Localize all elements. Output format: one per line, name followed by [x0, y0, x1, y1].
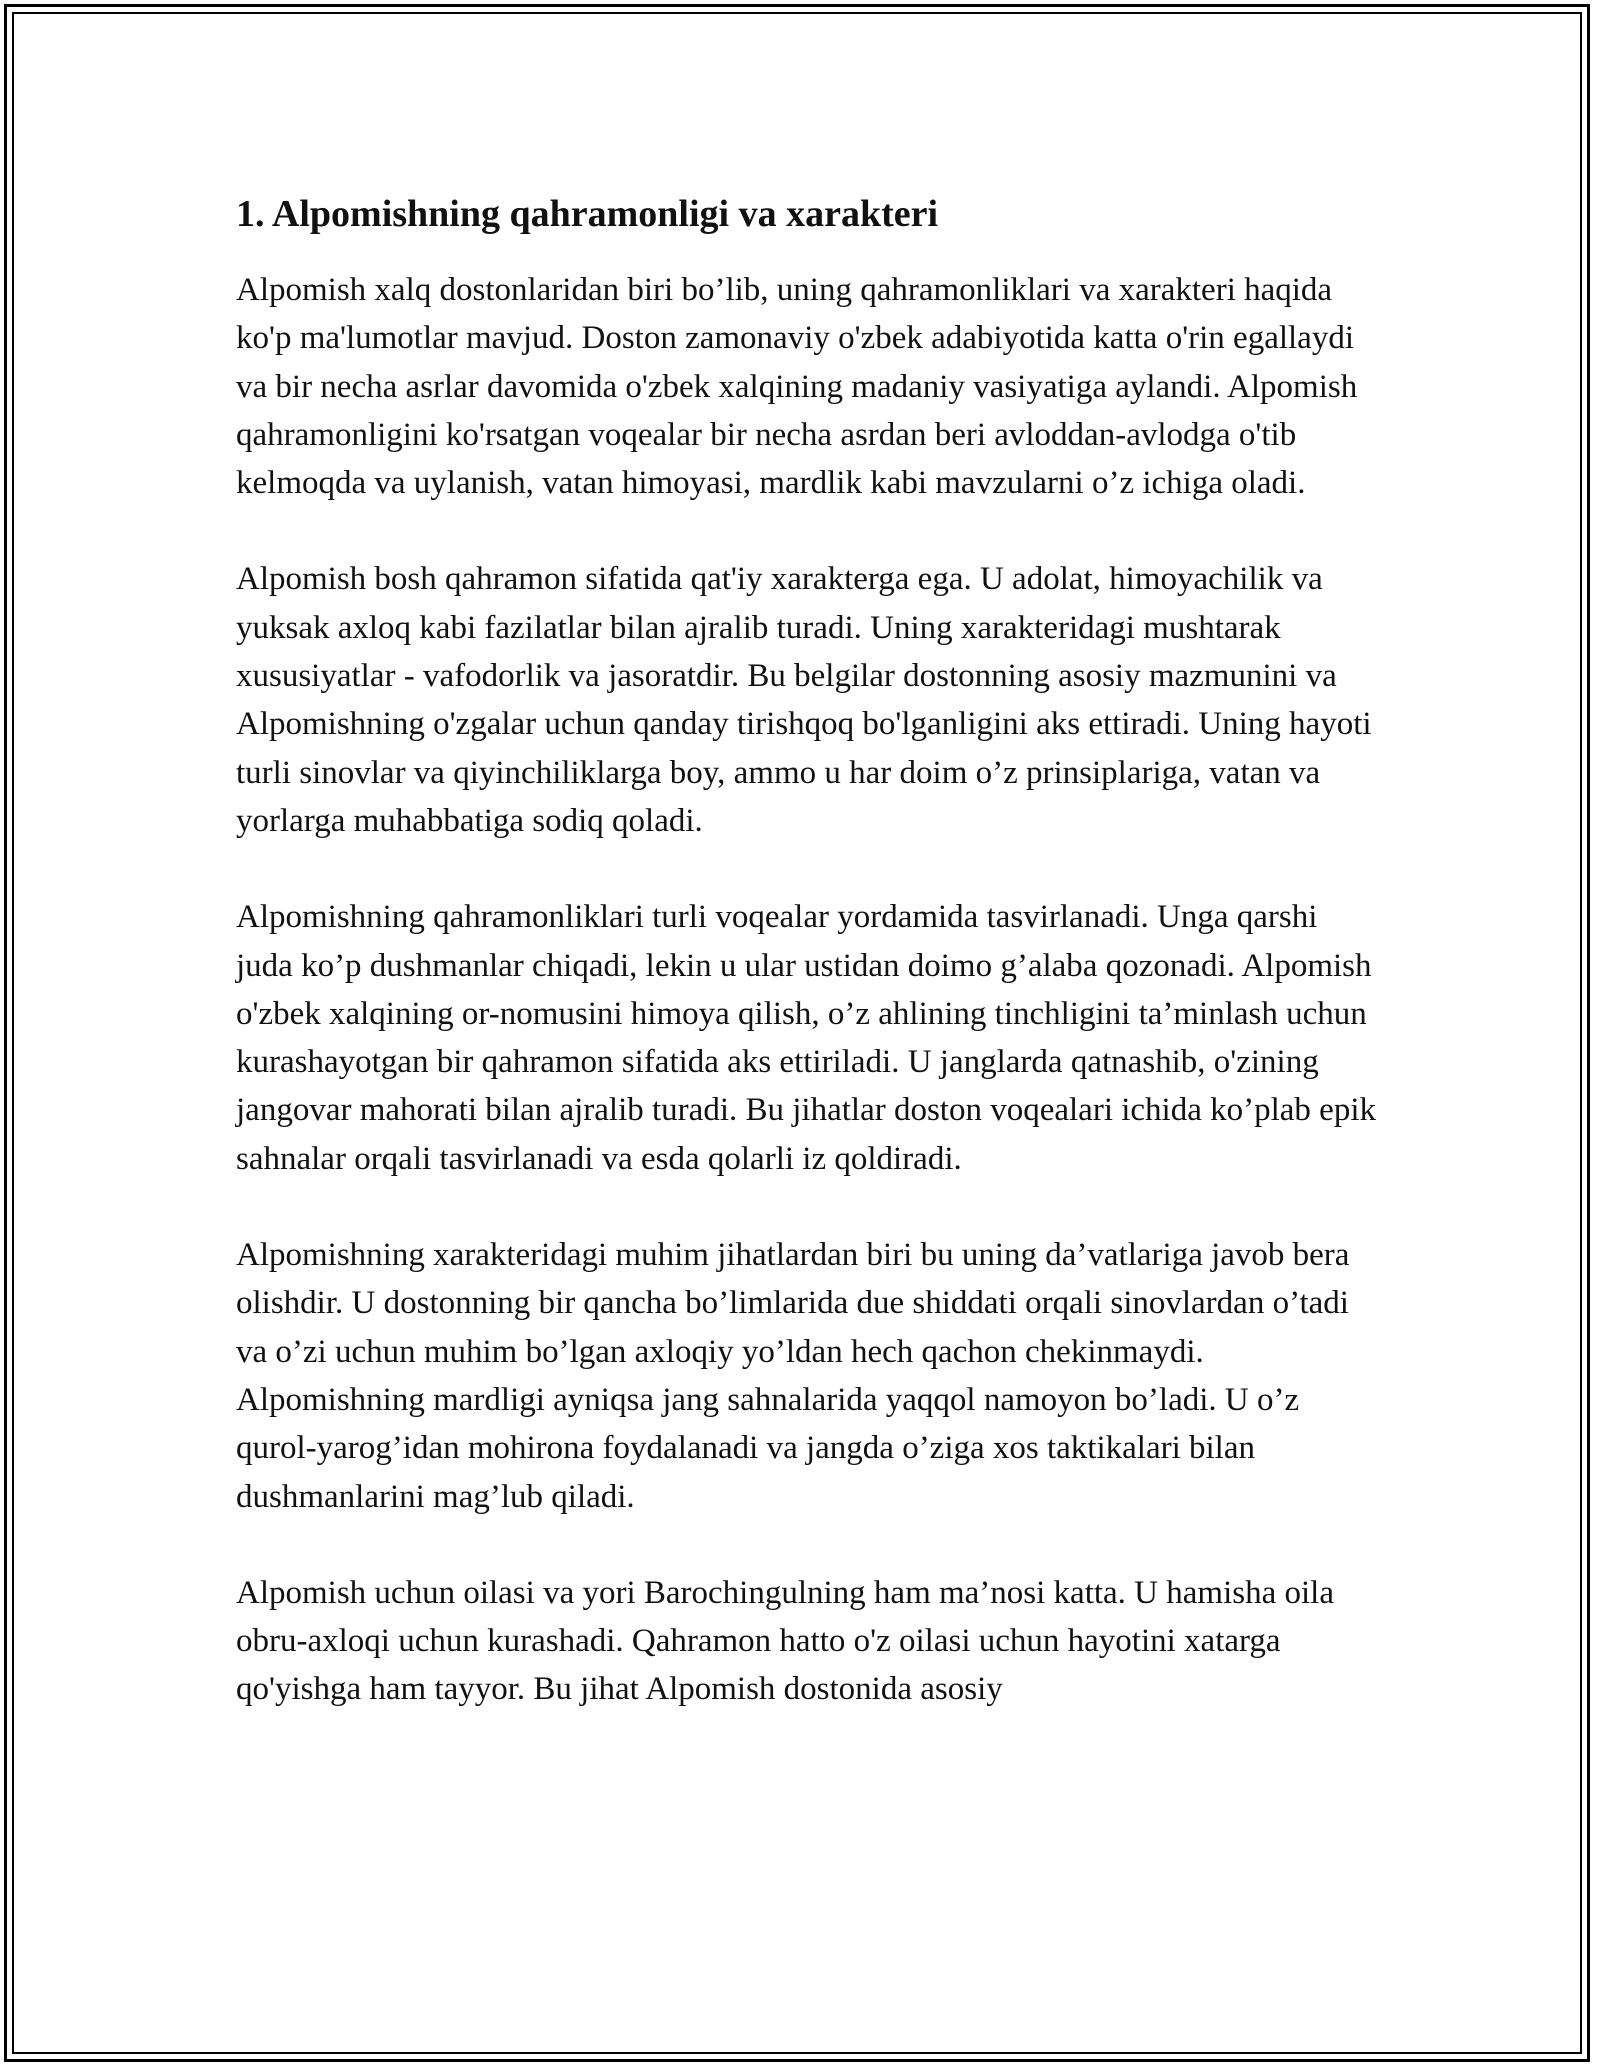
- paragraph-3: Alpomishning qahramonliklari turli voqealar yordamida tasvirlanadi. Unga qarshi juda ko’p dushmanlar chiqadi, lekin u ular ustidan doimo g’alaba qozonadi. Alpomish o'zbek xalqining or-nomusini himoya qilish, o’z ahlining tinchligini ta’minlash uchun kurashayotgan bir qahramon sifatida aks ettiriladi. U janglarda qatnashib, o'zining jangovar mahorati bilan ajralib turadi. Bu jihatlar doston voqealari ichida ko’plab epik sahnalar orqali tasvirlanadi va esda qolarli iz qoldiradi.: [236, 899, 1376, 1177]
- section-heading: 1. Alpomishning qahramonligi va xarakteri: [236, 193, 939, 235]
- paragraph-2: Alpomish bosh qahramon sifatida qat'iy xarakterga ega. U adolat, himoyachilik va yuksak axloq kabi fazilatlar bilan ajralib turadi. Uning xarakteridagi mushtarak xususiyatlar - vafodorlik va jasoratdir. Bu belgilar dostonning asosiy mazmunini va Alpomishning o'zgalar uchun qanday tirishqoq bo'lganligini aks ettiradi. Uning hayoti turli sinovlar va qiyinchiliklarga boy, ammo u har doim o’z prinsiplariga, vatan va yorlarga muhabbatiga sodiq qoladi.: [236, 561, 1372, 839]
- paragraph-1: Alpomish xalq dostonlaridan biri bo’lib, uning qahramonliklari va xarakteri haqida ko'p ma'lumotlar mavjud. Doston zamonaviy o'zbek adabiyotida katta o'rin egallaydi va bir necha asrlar davomida o'zbek xalqining madaniy vasiyatiga aylandi. Alpomish qahramonligini ko'rsatgan voqealar bir necha asrdan beri avloddan-avlodga o'tib kelmoqda va uylanish, vatan himoyasi, mardlik kabi mavzularni o’z ichiga oladi.: [236, 272, 1358, 502]
- document-body: [236, 186, 1376, 1762]
- paragraph-5: Alpomish uchun oilasi va yori Barochingulning ham ma’nosi katta. U hamisha oila obru-axloqi uchun kurashadi. Qahramon hatto o'z oilasi uchun hayotini xatarga qo'yishga ham tayyor. Bu jihat Alpomish dostonida asosiy: [236, 1574, 1334, 1708]
- paragraph-4: Alpomishning xarakteridagi muhim jihatlardan biri bu uning da’vatlariga javob bera olishdir. U dostonning bir qancha bo’limlarida due shiddati orqali sinovlardan o’tadi va o’zi uchun muhim bo’lgan axloqiy yo’ldan hech qachon chekinmaydi. Alpomishning mardligi ayniqsa jang sahnalarida yaqqol namoyon bo’ladi. U o’z qurol-yarog’idan mohirona foydalanadi va jangda o’ziga xos taktikalari bilan dushmanlarini mag’lub qiladi.: [236, 1237, 1350, 1515]
